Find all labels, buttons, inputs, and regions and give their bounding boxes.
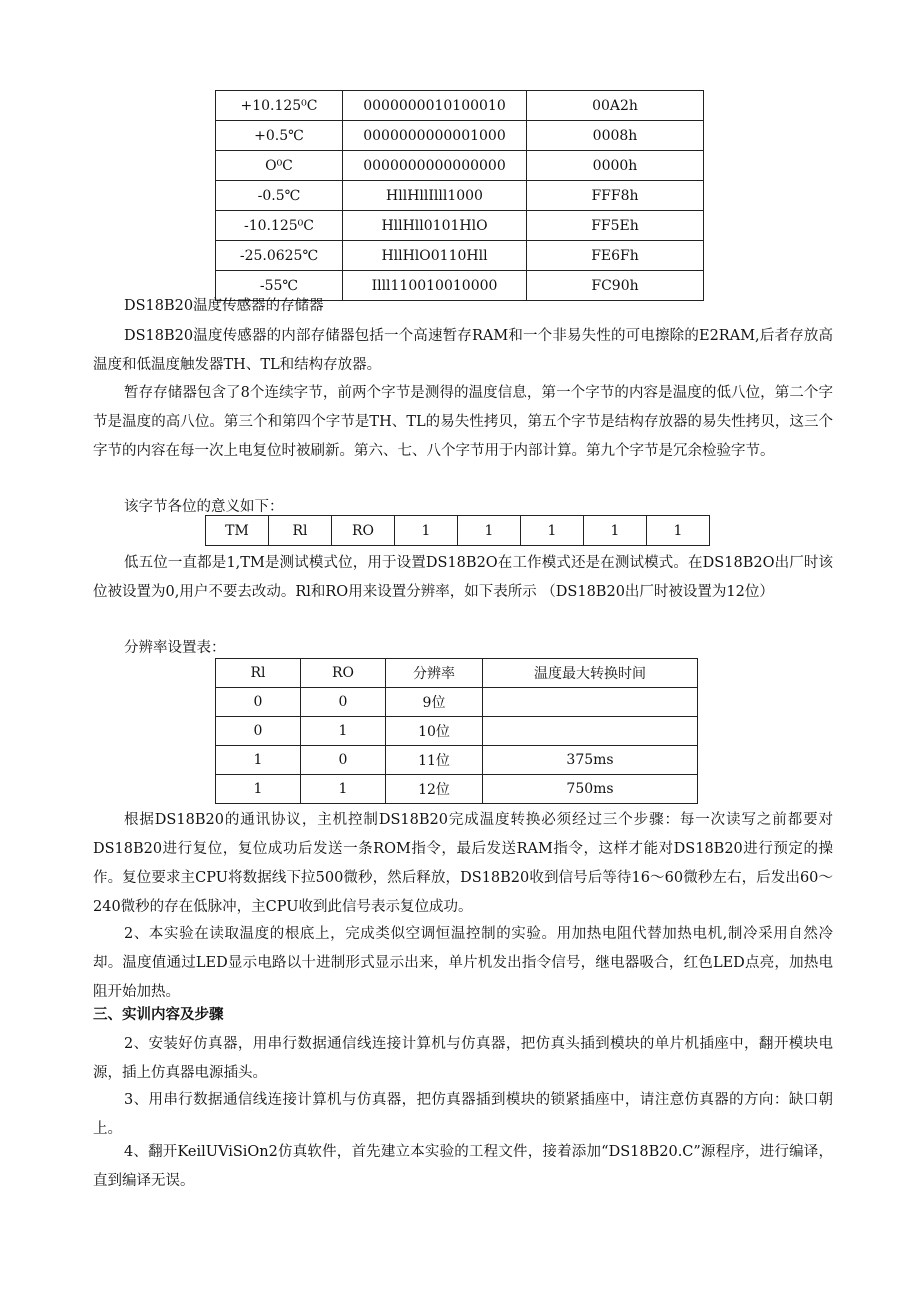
table-row [216, 151, 704, 181]
resolution-intro: 分辨率设置表： [124, 640, 226, 656]
table-cell: 9位 [386, 688, 483, 717]
table-cell: FFF8h [527, 181, 704, 211]
table-cell: 1 [216, 746, 301, 775]
table-cell: 00A2h [527, 91, 704, 121]
bits-intro: 该字节各位的意义如下： [124, 499, 284, 515]
table-cell: Rl [269, 516, 332, 546]
table-row [216, 688, 698, 717]
table-row [206, 516, 710, 546]
table-cell: 11位 [386, 746, 483, 775]
table-cell: 0000000010100010 [343, 91, 527, 121]
table-cell: 0000000000001000 [343, 121, 527, 151]
temperature-data-table [215, 90, 704, 301]
low-five-bits-paragraph: 低五位一直都是1,TM是测试模式位，用于设置DS18B2O在工作模式还是在测试模式。在DS18B2O出厂时该位被设置为0,用户不要去改动。Rl和RO用来设置分辨率，如下表所示 （DS18B20出厂时被设置为12位） [93, 555, 833, 600]
table-cell: 0000h [527, 151, 704, 181]
step-3-paragraph: 3、用串行数据通信线连接计算机与仿真器，把仿真器插到模块的锁紧插座中，请注意仿真器的方向：缺口朝上。 [93, 1092, 833, 1137]
table-cell: 1 [301, 717, 386, 746]
table-cell: FC90h [527, 271, 704, 301]
table-cell: -25.0625℃ [216, 241, 343, 271]
table-cell: 0000000000000000 [343, 151, 527, 181]
table-cell: 12位 [386, 775, 483, 804]
table-row [216, 121, 704, 151]
table-row [216, 746, 698, 775]
table-header-cell: RO [301, 659, 386, 688]
table-row [216, 91, 704, 121]
table-header-row [216, 659, 698, 688]
scratchpad-paragraph: 暂存存储器包含了8个连续字节，前两个字节是测得的温度信息，第一个字节的内容是温度的低八位，第二个字节是温度的高八位。第三个和第四个字节是TH、TL的易失性拷贝，第五个字节是结构存放器的易失性拷贝，这三个字节的内容在每一次上电复位时被刷新。第六、七、八个字节用于内部计算。第九个字节是冗余检验字节。 [93, 385, 833, 459]
table-cell: 375ms [483, 746, 698, 775]
table-cell: 0 [216, 717, 301, 746]
memory-paragraph: DS18B20温度传感器的内部存储器包括一个高速暂存RAM和一个非易失性的可电擦除的E2RAM,后者存放高温度和低温度触发器TH、TL和结构存放器。 [93, 328, 833, 373]
table-row [216, 717, 698, 746]
step-2-paragraph: 2、安装好仿真器，用串行数据通信线连接计算机与仿真器，把仿真头插到模块的单片机插座中，翻开模块电源，插上仿真器电源插头。 [93, 1036, 833, 1081]
protocol-paragraph: 根据DS18B20的通讯协议，主机控制DS18B20完成温度转换必须经过三个步骤：每一次读写之前都要对DS18B20进行复位，复位成功后发送一条ROM指令，最后发送RAM指令，这样才能对DS18B20进行预定的操作。复位要求主CPU将数据线下拉500微秒，然后释放，DS18B20收到信号后等待16～60微秒左右，后发出60～240微秒的存在低脉冲，主CPU收到此信号表示复位成功。 [93, 812, 833, 915]
table-cell: 1 [216, 775, 301, 804]
table-cell: TM [206, 516, 269, 546]
table-cell: 1 [521, 516, 584, 546]
table-cell: 10位 [386, 717, 483, 746]
table-cell: 1 [301, 775, 386, 804]
table-cell: 1 [647, 516, 710, 546]
table-header-cell: Rl [216, 659, 301, 688]
table-cell: 0 [216, 688, 301, 717]
step-4-paragraph: 4、翻开KeilUViSiOn2仿真软件，首先建立本实验的工程文件，接着添加“DS18B20.C”源程序，进行编译，直到编译无误。 [93, 1144, 833, 1189]
table-cell [483, 688, 698, 717]
table-row [216, 181, 704, 211]
table-row [216, 775, 698, 804]
table-cell: +10.125⁰C [216, 91, 343, 121]
table-cell: 1 [395, 516, 458, 546]
table-cell: HllHlO0110Hll [343, 241, 527, 271]
table-cell: -0.5℃ [216, 181, 343, 211]
table-cell: -55℃ [216, 271, 343, 301]
table-cell: -10.125⁰C [216, 211, 343, 241]
table-cell: 0 [301, 688, 386, 717]
table-header-cell: 分辨率 [386, 659, 483, 688]
table-cell: 750ms [483, 775, 698, 804]
table-cell: HllHll0101HlO [343, 211, 527, 241]
table-cell: 0 [301, 746, 386, 775]
table-cell: 1 [584, 516, 647, 546]
table-cell: 0008h [527, 121, 704, 151]
table-cell: O⁰C [216, 151, 343, 181]
table-cell: RO [332, 516, 395, 546]
table-header-cell: 温度最大转换时间 [483, 659, 698, 688]
config-byte-table [205, 515, 710, 546]
section-3-heading: 三、实训内容及步骤 [93, 1006, 224, 1023]
resolution-table [215, 658, 698, 804]
memory-title: DS18B20温度传感器的存储器 [124, 298, 324, 314]
table-cell: +0.5℃ [216, 121, 343, 151]
table-cell: FF5Eh [527, 211, 704, 241]
experiment-2-paragraph: 2、本实验在读取温度的根底上，完成类似空调恒温控制的实验。用加热电阻代替加热电机,制冷采用自然冷却。温度值通过LED显示电路以十进制形式显示出来，单片机发出指令信号，继电器吸合，红色LED点亮，加热电阻开始加热。 [93, 926, 833, 1000]
table-cell: FE6Fh [527, 241, 704, 271]
table-cell: HllHllIlll1000 [343, 181, 527, 211]
table-cell [483, 717, 698, 746]
table-row [216, 241, 704, 271]
table-cell: 1 [458, 516, 521, 546]
table-cell: Illl110010010000 [343, 271, 527, 301]
table-row [216, 211, 704, 241]
